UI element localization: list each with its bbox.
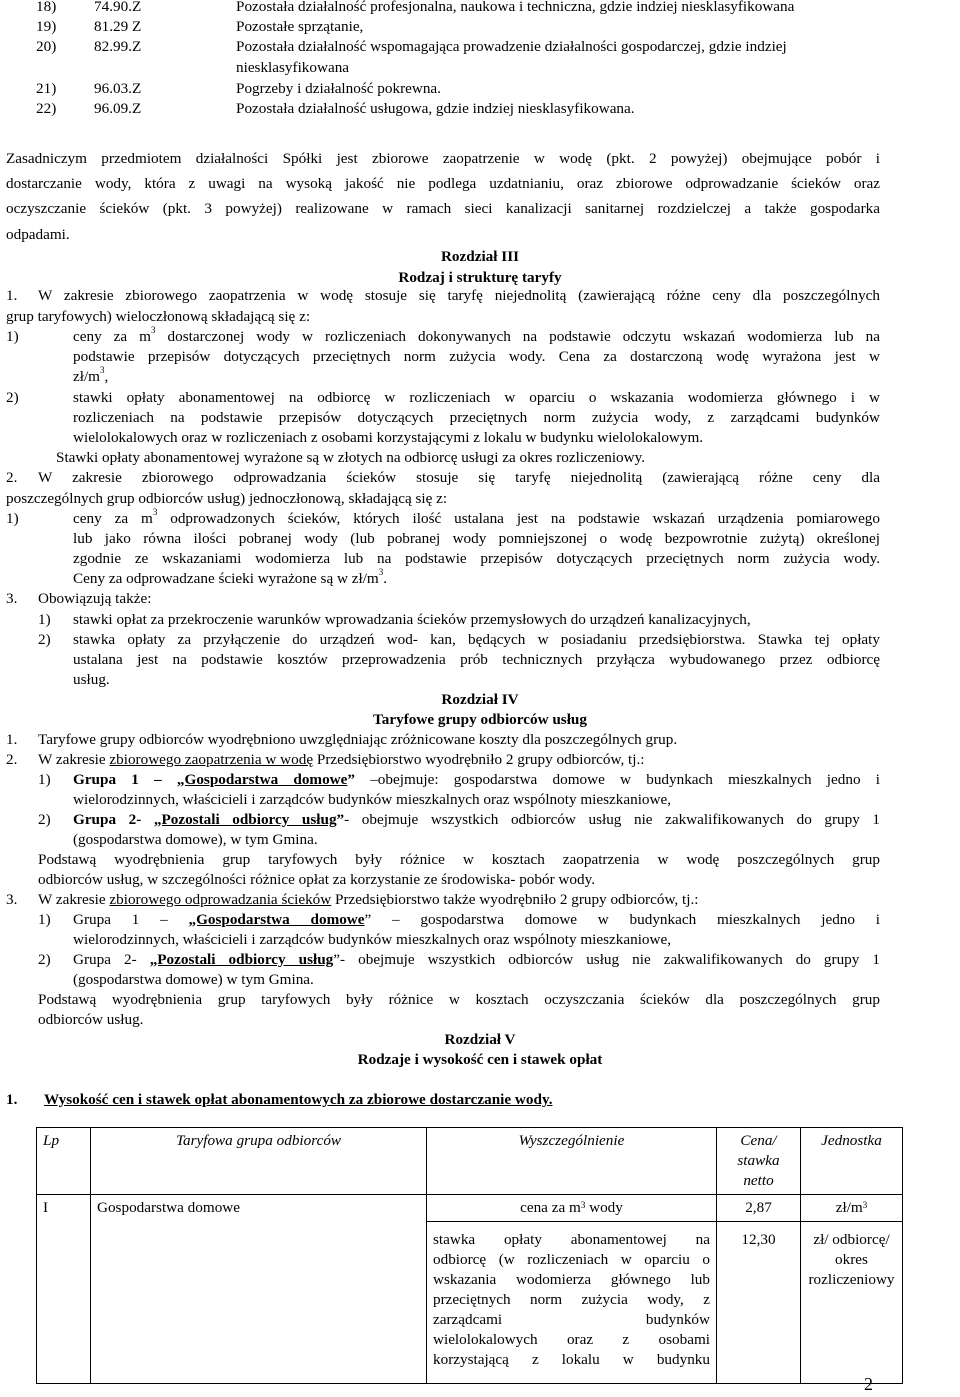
text-line: W zakresie zbiorowego zaopatrzenia w wodę stosuje się taryfę niejednolitą (zawierającą różne ceny dla poszczególnych bbox=[38, 287, 880, 304]
text-line: rozliczeniach na podstawie przepisów dotyczących przeciętnych norm zużycia wody, z zarządcami budynków bbox=[73, 409, 880, 426]
item-number: 3. bbox=[6, 590, 18, 607]
text: cena za m bbox=[520, 1199, 581, 1216]
item-number: 2. bbox=[6, 751, 18, 768]
underlined-text: zbiorowego odprowadzania ścieków bbox=[109, 891, 332, 908]
chapter-3-title: Rozdział III bbox=[440, 248, 520, 265]
item-number: 1) bbox=[38, 771, 51, 788]
chapter-5-subtitle: Rodzaje i wysokość cen i stawek opłat bbox=[357, 1051, 603, 1068]
item-number: 3. bbox=[6, 891, 18, 908]
pkd-code: 82.99.Z bbox=[94, 38, 142, 55]
cell-line: wskazania wodomierza głównego lub bbox=[433, 1271, 710, 1288]
text-line: dostarczanie wody, która z uwagi na wysoką jakość nie podlega uzdatnianiu, oraz zbiorowe odprowadzanie ścieków oraz bbox=[6, 175, 880, 192]
pkd-number: 22) bbox=[36, 100, 57, 117]
item-number: 1) bbox=[38, 611, 51, 628]
item-number: 2) bbox=[38, 951, 51, 968]
text-line bbox=[73, 507, 880, 528]
cell-unit bbox=[801, 1222, 903, 1384]
superscript: 3 bbox=[580, 1200, 586, 1210]
cell-line: korzystającą z lokalu w budynku bbox=[433, 1351, 710, 1368]
text-line: usług. bbox=[73, 671, 110, 688]
underlined-text: zbiorowego zaopatrzenia w wodę bbox=[109, 751, 314, 768]
text-line: wielolokalowych oraz w rozliczeniach z osobami korzystającymi z lokalu w budynku wielolokalowym. bbox=[73, 429, 704, 446]
item-number: 1) bbox=[6, 328, 19, 345]
item-number: 1. bbox=[6, 1091, 18, 1108]
chapter-3-subtitle: Rodzaj i strukturę taryfy bbox=[398, 269, 562, 286]
cell-group: Gospodarstwa domowe bbox=[91, 1195, 427, 1384]
bold-text: ” bbox=[347, 771, 355, 788]
text: wody bbox=[585, 1199, 623, 1216]
text-line: podstawie przepisów dotyczących przeciętnych norm zużycia wody. Cena za dostarczoną wodę wyrażona jest w bbox=[73, 348, 880, 365]
text: Grupa 2- bbox=[73, 951, 150, 968]
pkd-description: Pozostała działalność profesjonalna, naukowa i techniczna, gdzie indziej niesklasyfikowana bbox=[236, 0, 795, 15]
pkd-code: 74.90.Z bbox=[94, 0, 142, 15]
chapter-4-title: Rozdział IV bbox=[441, 691, 519, 708]
text-line: odbiorców usług, w szczególności różnice opłat za korzystanie ze środowiska- pobór wody. bbox=[38, 871, 595, 888]
superscript: 3 bbox=[100, 365, 105, 375]
text: Przedsiębiorstwo wyodrębniło 2 grupy odbiorców, tj.: bbox=[313, 751, 645, 768]
pkd-description: Pozostała działalność wspomagająca prowadzenie działalności gospodarczej, gdzie indziej bbox=[236, 38, 787, 55]
text: Grupa 1 – bbox=[73, 911, 189, 928]
cell-line: stawka opłaty abonamentowej na bbox=[433, 1231, 710, 1248]
text: ceny za m bbox=[73, 328, 151, 345]
item-number: 2) bbox=[38, 811, 51, 828]
header-lp: Lp bbox=[37, 1128, 91, 1195]
text-line: ustalana jest na podstawie kosztów przeprowadzenia prób technicznych przyłącza wybudowanego przez odbiorcę bbox=[73, 651, 880, 668]
bold-text: Grupa 1 – bbox=[73, 771, 177, 788]
text-line: wielorodzinnych, właścicieli i zarządców budynków mieszkalnych oraz wspólnoty mieszkaniowe, bbox=[73, 931, 672, 948]
text: W zakresie bbox=[38, 751, 110, 768]
bold-underlined-text: „Pozostali odbiorcy usług bbox=[153, 811, 337, 828]
text: dostarczonej wody w rozliczeniach dokonywanych na podstawie odczytu wskazań wodomierza lub na bbox=[155, 328, 880, 345]
table-row bbox=[37, 1195, 903, 1222]
superscript: 3 bbox=[862, 1200, 868, 1210]
cell-line: rozliczeniowy bbox=[808, 1271, 895, 1288]
cell-lp: I bbox=[37, 1195, 91, 1384]
text-line: zgodnie ze wskazaniami wodomierza lub na podstawie przepisów dotyczących przeciętnych norm zużycia wody. bbox=[73, 550, 880, 567]
cell-line: zł/ odbiorcę/ bbox=[813, 1231, 890, 1248]
superscript: 3 bbox=[378, 567, 384, 577]
item-number: 2) bbox=[6, 389, 19, 406]
text-line: stawki opłaty abonamentowej na odbiorcę w rozliczeniach w oparciu o wskazania wodomierza głównego i w bbox=[73, 389, 880, 406]
cell-line: okres bbox=[835, 1251, 868, 1268]
bold-underlined-text: „Pozostali odbiorcy usług bbox=[149, 951, 334, 968]
table-header-row bbox=[37, 1128, 903, 1195]
text-line bbox=[73, 911, 880, 929]
text-line: oczyszczanie ścieków (pkt. 3 powyżej) realizowane w ramach sieci kanalizacji sanitarnej rozdzielczej a także gospodarka bbox=[6, 200, 880, 217]
text: –obejmuje: gospodarstwa domowe w budynkach mieszkalnych jedno i bbox=[354, 771, 880, 788]
cell-line: odbiorcę (w rozliczeniach w oparciu o bbox=[433, 1251, 710, 1268]
cell-price: 2,87 bbox=[717, 1195, 801, 1222]
header-spec: Wyszczególnienie bbox=[427, 1128, 717, 1195]
pkd-number: 18) bbox=[36, 0, 57, 15]
pkd-description-cont: niesklasyfikowana bbox=[236, 59, 350, 76]
pkd-code: 96.09.Z bbox=[94, 100, 142, 117]
text-line bbox=[73, 771, 880, 789]
text-line: odbiorców usług. bbox=[38, 1011, 144, 1028]
header-price: Cena/ stawka netto bbox=[717, 1128, 801, 1195]
text-line bbox=[73, 325, 880, 346]
text-line: stawka opłaty za przyłączenie do urządzeń wod- kan, będących w posiadaniu przedsiębiorstwa. Stawka tej opłaty bbox=[73, 631, 880, 648]
text-line: lub jako równa ilości pobranej wody (lub pobranej wody pomniejszonej o wodę bezpowrotnie zużytą) określonej bbox=[73, 530, 880, 547]
header-group: Taryfowa grupa odbiorców bbox=[91, 1128, 427, 1195]
bold-text: Grupa 2- bbox=[73, 811, 154, 828]
cell-spec bbox=[427, 1222, 717, 1384]
item-number: 2) bbox=[38, 631, 51, 648]
pkd-code: 81.29 Z bbox=[94, 18, 142, 35]
text-line: (gospodarstwa domowe) w tym Gmina. bbox=[73, 971, 314, 988]
text: odprowadzonych ścieków, których ilość ustalana jest na podstawie wskazań urządzenia pomiarowego bbox=[157, 510, 880, 527]
text-line: Obowiązują także: bbox=[38, 590, 152, 607]
item-number: 1) bbox=[6, 510, 19, 527]
text-line bbox=[73, 811, 880, 829]
text-line bbox=[73, 365, 109, 386]
superscript: 3 bbox=[152, 507, 158, 517]
price-table bbox=[36, 1127, 903, 1384]
text: ceny za m bbox=[73, 510, 153, 527]
chapter-5-title: Rozdział V bbox=[444, 1031, 516, 1048]
chapter-4-subtitle: Taryfowe grupy odbiorców usług bbox=[373, 711, 587, 728]
text-line: wielorodzinnych, właścicieli i zarządców budynków mieszkalnych oraz wspólnoty mieszkaniowe, bbox=[73, 791, 672, 808]
text: Ceny za odprowadzane ścieki wyrażone są w zł/m bbox=[73, 570, 379, 587]
pkd-number: 21) bbox=[36, 80, 57, 97]
text: - obejmuje wszystkich odbiorców usług nie zakwalifikowanych do grupy 1 bbox=[344, 811, 880, 828]
text-line: odpadami. bbox=[6, 226, 70, 243]
text: Przedsiębiorstwo także wyodrębniło 2 grupy odbiorców, tj.: bbox=[331, 891, 699, 908]
pkd-description: Pogrzeby i działalność pokrewna. bbox=[236, 80, 441, 97]
cell-price: 12,30 bbox=[717, 1222, 801, 1384]
text-line bbox=[73, 567, 388, 588]
cell-line: wielolokalowych oraz z osobami bbox=[433, 1331, 710, 1348]
pkd-description: Pozostała działalność usługowa, gdzie indziej niesklasyfikowana. bbox=[236, 100, 635, 117]
bold-underlined-text: „Gospodarstwa domowe bbox=[176, 771, 348, 788]
superscript: 3 bbox=[151, 325, 156, 335]
cell-line: zarządcami budynków bbox=[433, 1311, 710, 1328]
text-line: stawki opłat za przekroczenie warunków wprowadzania ścieków przemysłowych do urządzeń kanalizacyjnych, bbox=[73, 611, 751, 628]
text-line bbox=[38, 751, 645, 769]
text: – gospodarstwa domowe w budynkach mieszkalnych jedno i bbox=[371, 911, 880, 928]
text-line bbox=[73, 951, 880, 969]
pkd-description: Pozostałe sprzątanie, bbox=[236, 18, 364, 35]
text: zł/m bbox=[835, 1199, 863, 1216]
section-heading: Wysokość cen i stawek opłat abonamentowych za zbiorowe dostarczanie wody. bbox=[44, 1091, 553, 1108]
cell-line: przeciętnych norm zużycia wody, z bbox=[433, 1291, 710, 1308]
text-line: Podstawą wyodrębnienia grup taryfowych były różnice w kosztach oczyszczania ścieków dla poszczególnych grup bbox=[38, 991, 880, 1008]
text: zł/m bbox=[73, 368, 100, 385]
bold-underlined-text: „Gospodarstwa domowe bbox=[188, 911, 365, 928]
text-line: Podstawą wyodrębnienia grup taryfowych były różnice w kosztach zaopatrzenia w wodę poszczególnych grup bbox=[38, 851, 880, 868]
text: W zakresie bbox=[38, 891, 110, 908]
pkd-number: 19) bbox=[36, 18, 57, 35]
text-line: poszczególnych grup odbiorców usług) jednoczłonową, składającą się z: bbox=[6, 490, 448, 507]
text-line: Taryfowe grupy odbiorców wyodrębniono uwzględniając zróżnicowane koszty dla poszczególnych grup. bbox=[38, 731, 678, 748]
text-line: Zasadniczym przedmiotem działalności Spółki jest zbiorowe zaopatrzenie w wodę (pkt. 2 powyżej) obejmujące pobór i bbox=[6, 150, 880, 167]
text-line: grup taryfowych) wieloczłonową składającą się z: bbox=[6, 308, 311, 325]
header-unit: Jednostka bbox=[801, 1128, 903, 1195]
item-number: 1. bbox=[6, 731, 18, 748]
text: . bbox=[383, 570, 388, 587]
text: ” bbox=[333, 951, 341, 968]
pkd-code: 96.03.Z bbox=[94, 80, 142, 97]
text: - obejmuje wszystkich odbiorców usług nie zakwalifikowanych do grupy 1 bbox=[340, 951, 880, 968]
item-number: 1) bbox=[38, 911, 51, 928]
cell-unit bbox=[801, 1195, 903, 1222]
item-number: 1. bbox=[6, 287, 18, 304]
text-line bbox=[38, 891, 698, 909]
pkd-number: 20) bbox=[36, 38, 57, 55]
text: , bbox=[104, 368, 109, 385]
text: ” bbox=[364, 911, 372, 928]
page-number: 2 bbox=[864, 1374, 873, 1394]
cell-spec bbox=[427, 1195, 717, 1222]
bold-text: ” bbox=[336, 811, 345, 828]
text-line: Stawki opłaty abonamentowej wyrażone są w złotych na odbiorcę usługi za okres rozliczeniowy. bbox=[56, 449, 646, 466]
text-line: W zakresie zbiorowego odprowadzania ścieków stosuje się taryfę niejednolitą (zawierającą różne ceny dla bbox=[38, 469, 880, 486]
text-line: (gospodarstwa domowe), w tym Gmina. bbox=[73, 831, 318, 848]
item-number: 2. bbox=[6, 469, 18, 486]
